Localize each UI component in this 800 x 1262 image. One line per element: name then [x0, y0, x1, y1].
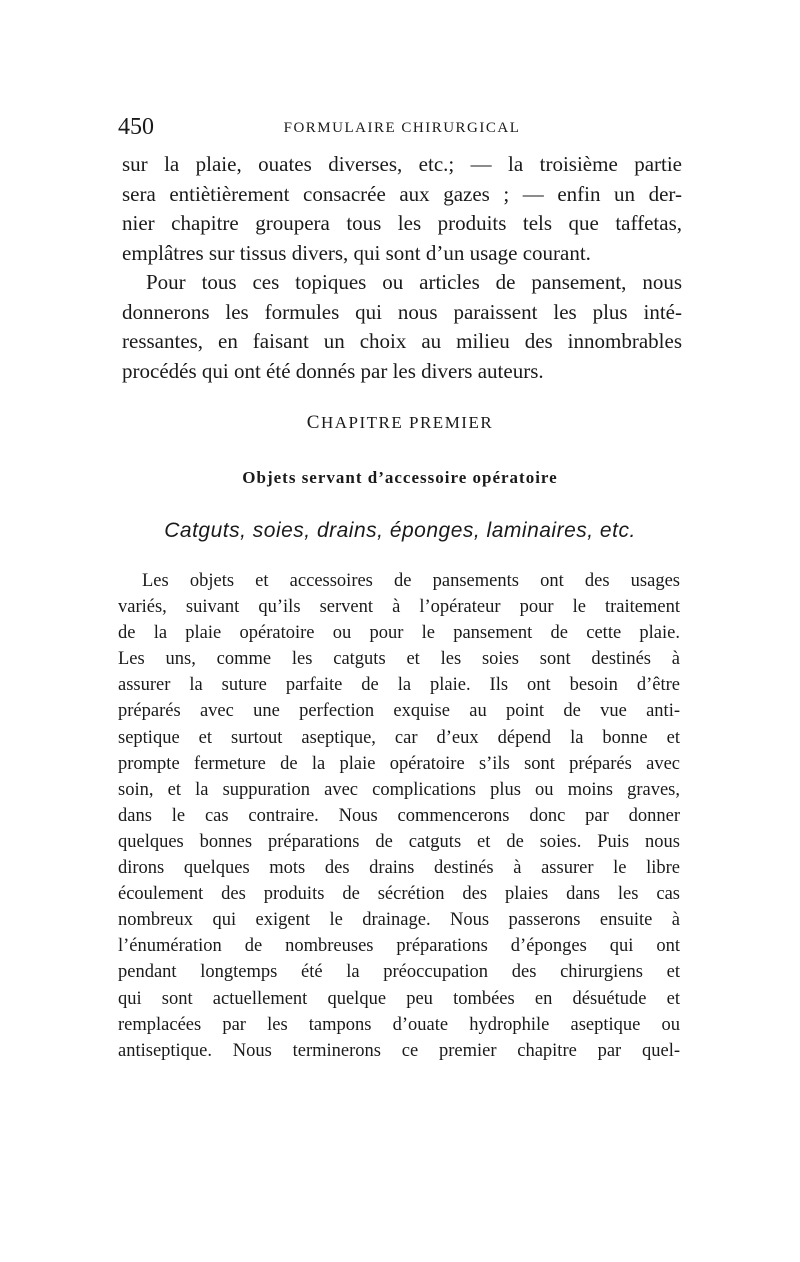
body-paragraph: [118, 568, 680, 1064]
text-line: qui sont actuellement quelque peu tombées en désuétude et: [118, 988, 680, 1009]
page-number: 450: [118, 114, 154, 140]
text-line: dirons quelques mots des drains destinés à assurer le libre: [118, 858, 680, 879]
text-line: septique et surtout aseptique, car d’eux dépend la bonne et: [118, 727, 680, 748]
text-line: procédés qui ont été donnés par les divers auteurs.: [122, 358, 544, 383]
section-title: Objets servant d’accessoire opératoire: [242, 468, 558, 487]
text-line: l’énumération de nombreuses préparations d’éponges qui ont: [118, 936, 680, 957]
text-line: pendant longtemps été la préoccupation des chirurgiens et: [118, 962, 680, 983]
text-line: préparés avec une perfection exquise au point de vue anti-: [118, 701, 680, 722]
text-line: Les uns, comme les catguts et les soies sont destinés à: [118, 649, 680, 670]
text-line: de la plaie opératoire ou pour le pansement de cette plaie.: [118, 623, 680, 644]
text-line: Les objets et accessoires de pansements ont des usages: [142, 571, 680, 591]
chapter-heading-rest: HAPITRE PREMIER: [320, 413, 494, 432]
intro-paragraph: [122, 150, 682, 386]
text-line: sur la plaie, ouates diverses, etc.; — la troisième partie: [122, 152, 682, 176]
text-line: donnerons les formules qui nous paraissent les plus inté-: [122, 299, 682, 324]
chapter-heading-initial: C: [306, 412, 321, 433]
text-line: assurer la suture parfaite de la plaie. Ils ont besoin d’être: [118, 675, 680, 696]
text-line: variés, suivant qu’ils servent à l’opérateur pour le traitement: [118, 597, 680, 618]
text-line: emplâtres sur tissus divers, qui sont d’un usage courant.: [122, 240, 591, 265]
text-line: nombreux qui exigent le drainage. Nous passerons ensuite à: [118, 910, 680, 931]
text-line: remplacées par les tampons d’ouate hydrophile aseptique ou: [118, 1014, 680, 1035]
text-line: prompte fermeture de la plaie opératoire s’ils sont préparés avec: [118, 753, 680, 774]
text-line: écoulement des produits de sécrétion des plaies dans les cas: [118, 884, 680, 905]
text-line: ressantes, en faisant un choix au milieu des innombrables: [122, 329, 682, 353]
page-header: [118, 112, 686, 142]
text-line: sera entiètièrement consacrée aux gazes ; — enfin un der-: [122, 181, 682, 206]
text-line: dans le cas contraire. Nous commencerons donc par donner: [118, 805, 680, 826]
text-line: Pour tous ces topiques ou articles de pansement, nous: [146, 270, 682, 294]
text-line: soin, et la suppuration avec complications plus ou moins graves,: [118, 779, 680, 800]
chapter-heading: [0, 412, 800, 434]
text-line: nier chapitre groupera tous les produits tels que taffetas,: [122, 211, 682, 235]
section-subtitle: Catguts, soies, drains, éponges, laminaires, etc.: [164, 519, 636, 542]
running-head: FORMULAIRE CHIRURGICAL: [283, 120, 521, 136]
text-line: quelques bonnes préparations de catguts et de soies. Puis nous: [118, 831, 680, 852]
text-line: antiseptique. Nous terminerons ce premier chapitre par quel-: [118, 1040, 680, 1061]
